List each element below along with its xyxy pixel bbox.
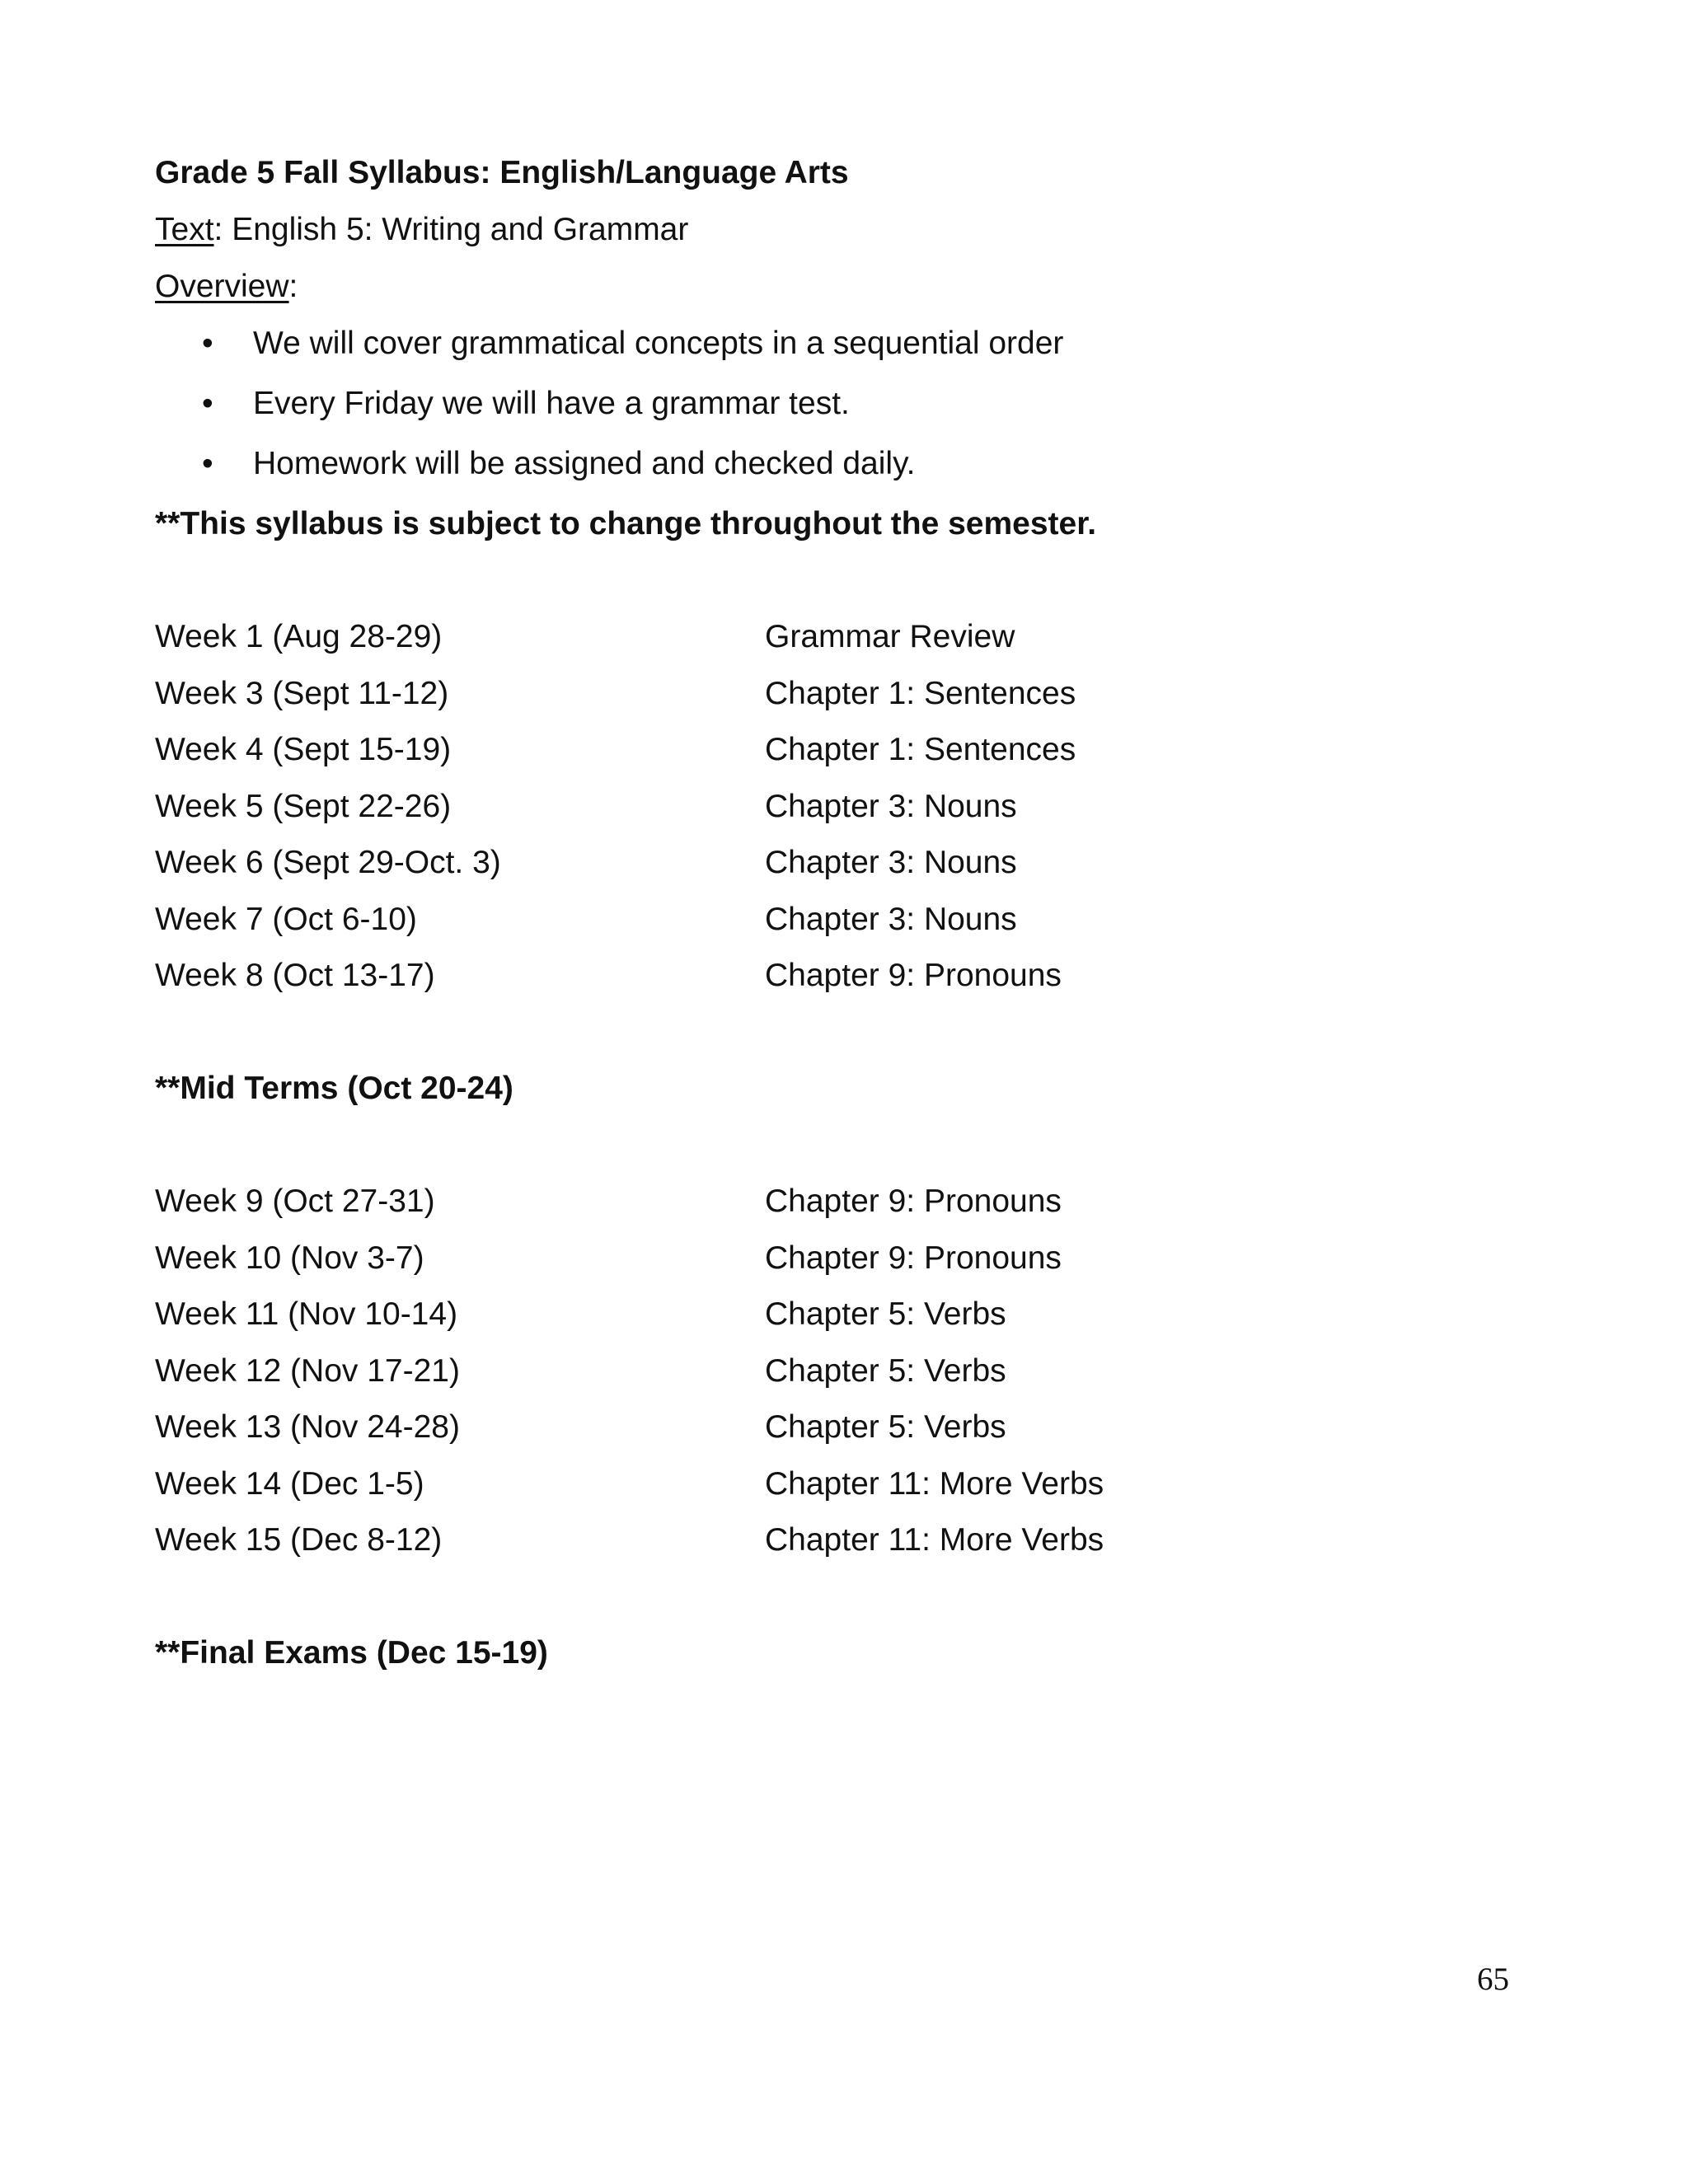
page-title: Grade 5 Fall Syllabus: English/Language Arts xyxy=(155,155,849,190)
topic-cell: Chapter 11: More Verbs xyxy=(765,1522,1104,1558)
table-row xyxy=(155,1182,1309,1221)
table-row xyxy=(155,730,1309,770)
text-value: : English 5: Writing and Grammar xyxy=(213,212,689,247)
week-cell: Week 7 (Oct 6-10) xyxy=(155,902,417,937)
table-row xyxy=(155,900,1309,940)
week-cell: Week 14 (Dec 1-5) xyxy=(155,1466,424,1502)
table-row xyxy=(155,843,1309,883)
week-cell: Week 8 (Oct 13-17) xyxy=(155,958,435,993)
topic-cell: Grammar Review xyxy=(765,619,1015,654)
bullet-icon: • xyxy=(202,446,213,481)
week-cell: Week 6 (Sept 29-Oct. 3) xyxy=(155,845,501,880)
bullet-text: Homework will be assigned and checked daily. xyxy=(253,446,916,481)
topic-cell: Chapter 1: Sentences xyxy=(765,732,1076,767)
bullet-icon: • xyxy=(202,326,213,361)
bullet-icon: • xyxy=(202,386,213,421)
finals-notice: **Final Exams (Dec 15-19) xyxy=(155,1635,548,1671)
week-cell: Week 12 (Nov 17-21) xyxy=(155,1353,460,1389)
topic-cell: Chapter 5: Verbs xyxy=(765,1353,1006,1389)
page-number: 65 xyxy=(1477,1961,1509,1997)
midterms-notice: **Mid Terms (Oct 20-24) xyxy=(155,1071,513,1106)
week-cell: Week 1 (Aug 28-29) xyxy=(155,619,443,654)
topic-cell: Chapter 3: Nouns xyxy=(765,845,1017,880)
week-cell: Week 3 (Sept 11-12) xyxy=(155,676,449,711)
overview-suffix: : xyxy=(288,269,298,304)
table-row xyxy=(155,1521,1309,1560)
table-row xyxy=(155,617,1309,657)
week-cell: Week 11 (Nov 10-14) xyxy=(155,1296,458,1332)
bullet-text: Every Friday we will have a grammar test. xyxy=(253,386,850,421)
table-row xyxy=(155,1352,1309,1391)
week-cell: Week 9 (Oct 27-31) xyxy=(155,1183,435,1219)
overview-heading xyxy=(155,267,298,307)
week-cell: Week 5 (Sept 22-26) xyxy=(155,789,452,824)
week-cell: Week 13 (Nov 24-28) xyxy=(155,1409,460,1445)
week-cell: Week 15 (Dec 8-12) xyxy=(155,1522,443,1558)
table-row xyxy=(155,1408,1309,1447)
table-row xyxy=(155,1239,1309,1278)
week-cell: Week 10 (Nov 3-7) xyxy=(155,1240,424,1276)
overview-label: Overview xyxy=(155,269,289,304)
text-line xyxy=(155,210,688,250)
topic-cell: Chapter 3: Nouns xyxy=(765,789,1017,824)
table-row xyxy=(155,787,1309,827)
topic-cell: Chapter 3: Nouns xyxy=(765,902,1017,937)
table-row xyxy=(155,1465,1309,1504)
text-label: Text xyxy=(155,212,214,247)
table-row xyxy=(155,956,1309,996)
week-cell: Week 4 (Sept 15-19) xyxy=(155,732,452,767)
topic-cell: Chapter 5: Verbs xyxy=(765,1296,1006,1332)
change-notice: **This syllabus is subject to change throughout the semester. xyxy=(155,506,1097,541)
topic-cell: Chapter 5: Verbs xyxy=(765,1409,1006,1445)
topic-cell: Chapter 9: Pronouns xyxy=(765,1240,1062,1276)
bullet-text: We will cover grammatical concepts in a sequential order xyxy=(253,326,1064,361)
topic-cell: Chapter 9: Pronouns xyxy=(765,958,1062,993)
topic-cell: Chapter 11: More Verbs xyxy=(765,1466,1104,1502)
topic-cell: Chapter 1: Sentences xyxy=(765,676,1076,711)
topic-cell: Chapter 9: Pronouns xyxy=(765,1183,1062,1219)
table-row xyxy=(155,674,1309,714)
table-row xyxy=(155,1295,1309,1334)
